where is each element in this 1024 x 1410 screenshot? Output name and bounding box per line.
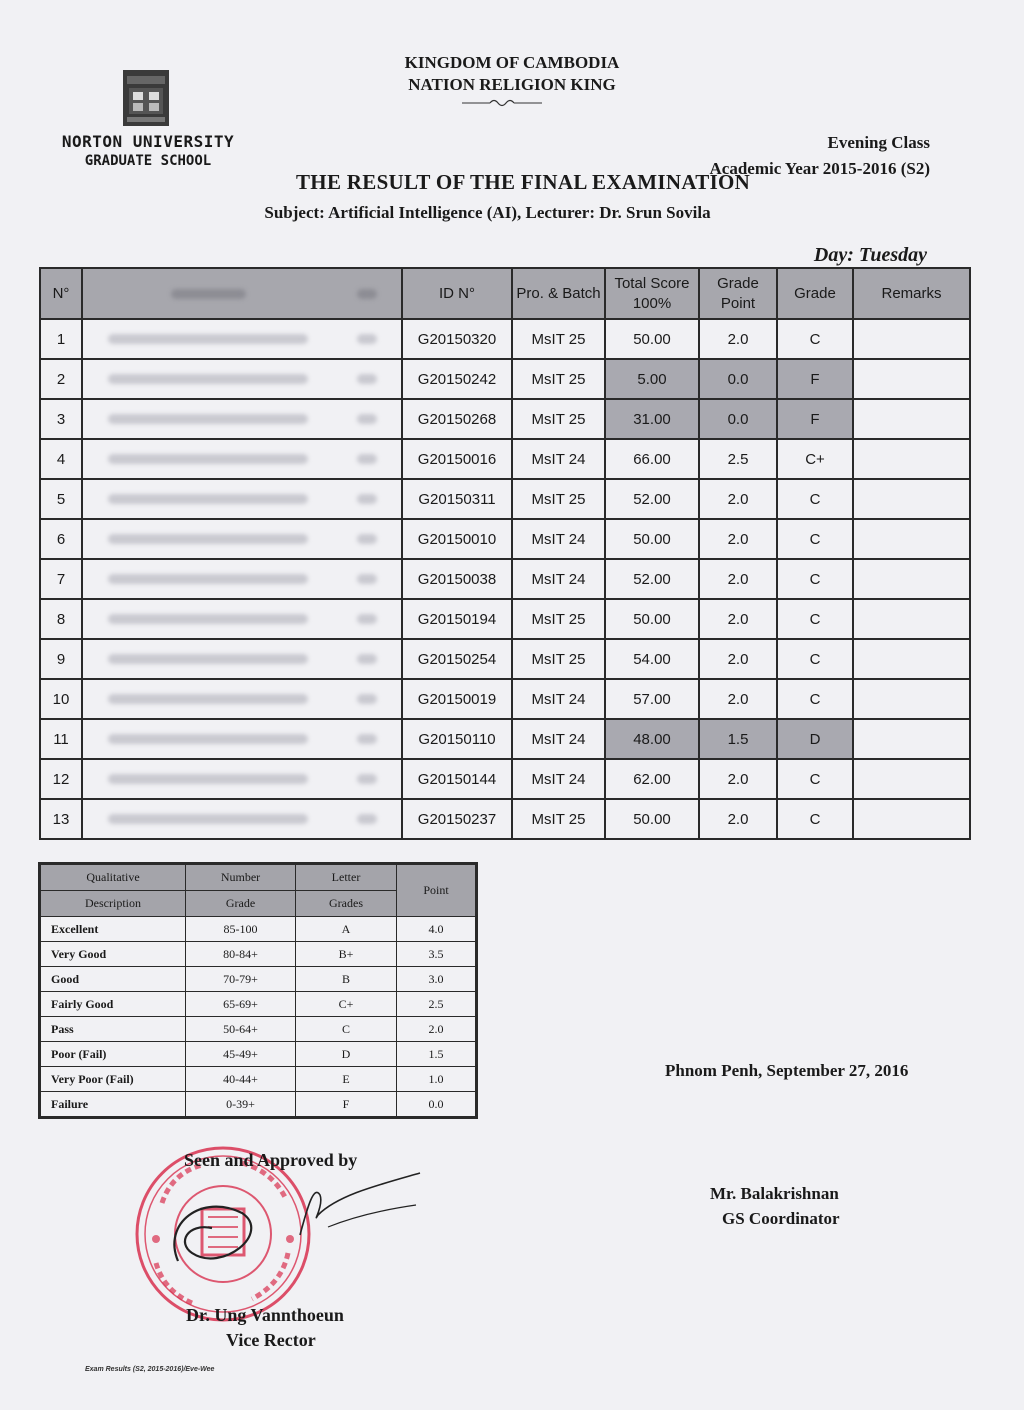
redacted-block (108, 574, 308, 584)
col-number: N° (40, 268, 82, 319)
cell-id: G20150311 (402, 479, 512, 519)
cell-remarks (853, 679, 970, 719)
cell-grade: C (777, 519, 853, 559)
cell-grade-point: 2.0 (699, 319, 777, 359)
redacted-block (108, 654, 308, 664)
cell-remarks (853, 719, 970, 759)
cell-score: 48.00 (605, 719, 699, 759)
redacted-block (357, 574, 377, 584)
cell-id: G20150194 (402, 599, 512, 639)
scale-desc: Excellent (40, 917, 186, 942)
cell-grade-point: 2.0 (699, 679, 777, 719)
cell-remarks (853, 519, 970, 559)
cell-batch: MsIT 24 (512, 679, 605, 719)
cell-grade: C (777, 759, 853, 799)
scale-point: 4.0 (397, 917, 477, 942)
university-logo-icon (121, 66, 171, 128)
redacted-block (108, 774, 308, 784)
scale-letter: C (296, 1017, 397, 1042)
redacted-block (171, 289, 246, 299)
results-table (39, 267, 971, 840)
document-reference: Exam Results (S2, 2015-2016)/Eve-Wee (85, 1366, 215, 1373)
cell-name-redacted (82, 679, 333, 719)
subject-line: Subject: Artificial Intelligence (AI), Lecturer: Dr. Srun Sovila (264, 203, 711, 222)
cell-remarks (853, 399, 970, 439)
cell-batch: MsIT 25 (512, 639, 605, 679)
cell-grade: F (777, 399, 853, 439)
cell-remarks (853, 559, 970, 599)
scale-col-qual-2: Description (40, 891, 186, 917)
scale-desc: Good (40, 967, 186, 992)
cell-number: 6 (40, 519, 82, 559)
cell-batch: MsIT 24 (512, 719, 605, 759)
redacted-block (108, 414, 308, 424)
place-date: Phnom Penh, September 27, 2016 (665, 1061, 909, 1080)
scale-range: 40-44+ (186, 1067, 296, 1092)
scale-col-qual-1: Qualitative (40, 864, 186, 891)
col-remarks: Remarks (853, 268, 970, 319)
cell-number: 4 (40, 439, 82, 479)
col-grade: Grade (777, 268, 853, 319)
cell-batch: MsIT 25 (512, 399, 605, 439)
cell-sex-redacted (333, 519, 402, 559)
cell-grade-point: 2.0 (699, 639, 777, 679)
scale-col-num-1: Number (186, 864, 296, 891)
cell-grade-point: 2.0 (699, 599, 777, 639)
cell-grade: C (777, 479, 853, 519)
cell-score: 50.00 (605, 599, 699, 639)
cell-grade-point: 2.5 (699, 439, 777, 479)
scale-point: 1.0 (397, 1067, 477, 1092)
cell-sex-redacted (333, 799, 402, 839)
class-type: Evening Class (827, 133, 930, 152)
result-row (40, 599, 970, 639)
redacted-block (108, 734, 308, 744)
scale-letter: F (296, 1092, 397, 1118)
cell-grade: C (777, 639, 853, 679)
cell-grade: F (777, 359, 853, 399)
result-row (40, 319, 970, 359)
cell-sex-redacted (333, 559, 402, 599)
cell-grade: C (777, 799, 853, 839)
redacted-block (108, 614, 308, 624)
redacted-block (108, 534, 308, 544)
cell-name-redacted (82, 399, 333, 439)
cell-remarks (853, 439, 970, 479)
cell-batch: MsIT 24 (512, 759, 605, 799)
cell-sex-redacted (333, 399, 402, 439)
cell-name-redacted (82, 359, 333, 399)
page-title: THE RESULT OF THE FINAL EXAMINATION (296, 170, 751, 194)
cell-batch: MsIT 25 (512, 479, 605, 519)
scale-col-letter-1: Letter (296, 864, 397, 891)
cell-grade-point: 2.0 (699, 759, 777, 799)
school-name: GRADUATE SCHOOL (84, 153, 212, 169)
redacted-block (108, 694, 308, 704)
cell-number: 7 (40, 559, 82, 599)
cell-batch: MsIT 24 (512, 439, 605, 479)
scale-desc: Failure (40, 1092, 186, 1118)
redacted-block (357, 814, 377, 824)
scale-row (40, 967, 477, 992)
col-total-score-line2: 100% (632, 294, 672, 312)
cell-remarks (853, 319, 970, 359)
cell-grade-point: 2.0 (699, 559, 777, 599)
scale-desc: Fairly Good (40, 992, 186, 1017)
scale-letter: C+ (296, 992, 397, 1017)
redacted-block (357, 374, 377, 384)
cell-number: 10 (40, 679, 82, 719)
cell-name-redacted (82, 799, 333, 839)
result-row (40, 479, 970, 519)
redacted-block (357, 774, 377, 784)
scale-point: 0.0 (397, 1092, 477, 1118)
redacted-block (357, 334, 377, 344)
grading-scale-table (38, 862, 478, 1119)
signature-icon (298, 1165, 428, 1245)
cell-id: G20150016 (402, 439, 512, 479)
scale-col-point: Point (397, 864, 477, 917)
cell-grade: C (777, 679, 853, 719)
cell-name-redacted (82, 639, 333, 679)
redacted-block (357, 454, 377, 464)
cell-id: G20150019 (402, 679, 512, 719)
cell-id: G20150237 (402, 799, 512, 839)
signer-vice-rector-title: Vice Rector (226, 1330, 316, 1350)
cell-batch: MsIT 24 (512, 559, 605, 599)
cell-number: 9 (40, 639, 82, 679)
cell-sex-redacted (333, 479, 402, 519)
cell-name-redacted (82, 559, 333, 599)
cell-score: 50.00 (605, 519, 699, 559)
scale-range: 0-39+ (186, 1092, 296, 1118)
cell-batch: MsIT 25 (512, 599, 605, 639)
scale-range: 70-79+ (186, 967, 296, 992)
cell-grade: C+ (777, 439, 853, 479)
scale-range: 65-69+ (186, 992, 296, 1017)
scale-point: 1.5 (397, 1042, 477, 1067)
cell-id: G20150268 (402, 399, 512, 439)
motto-line: NATION RELIGION KING (408, 75, 616, 94)
cell-name-redacted (82, 599, 333, 639)
cell-id: G20150144 (402, 759, 512, 799)
result-row (40, 399, 970, 439)
redacted-block (108, 454, 308, 464)
scale-row (40, 1067, 477, 1092)
cell-sex-redacted (333, 359, 402, 399)
cell-score: 50.00 (605, 799, 699, 839)
redacted-block (108, 334, 308, 344)
cell-score: 57.00 (605, 679, 699, 719)
academic-year: Academic Year 2015-2016 (S2) (709, 159, 930, 178)
redacted-block (108, 814, 308, 824)
cell-id: G20150010 (402, 519, 512, 559)
cell-sex-redacted (333, 679, 402, 719)
signer-coordinator-name: Mr. Balakrishnan (710, 1184, 839, 1203)
scale-row (40, 917, 477, 942)
scale-desc: Very Poor (Fail) (40, 1067, 186, 1092)
cell-number: 5 (40, 479, 82, 519)
scale-row (40, 1092, 477, 1118)
redacted-block (108, 494, 308, 504)
col-id: ID N° (402, 268, 512, 319)
scale-point: 3.0 (397, 967, 477, 992)
col-sex-redacted (333, 268, 402, 319)
cell-name-redacted (82, 479, 333, 519)
result-row (40, 639, 970, 679)
cell-remarks (853, 759, 970, 799)
scale-row (40, 1042, 477, 1067)
cell-number: 11 (40, 719, 82, 759)
scale-letter: B (296, 967, 397, 992)
cell-id: G20150038 (402, 559, 512, 599)
col-total-score-line1: Total Score (614, 274, 690, 292)
result-row (40, 559, 970, 599)
cell-grade: D (777, 719, 853, 759)
col-grade-point-line2: Point (720, 294, 756, 312)
scale-desc: Very Good (40, 942, 186, 967)
approval-caption: Seen and Approved by (184, 1150, 358, 1170)
cell-score: 54.00 (605, 639, 699, 679)
cell-batch: MsIT 25 (512, 799, 605, 839)
scale-point: 2.5 (397, 992, 477, 1017)
cell-grade-point: 1.5 (699, 719, 777, 759)
redacted-block (357, 614, 377, 624)
redacted-block (108, 374, 308, 384)
cell-number: 12 (40, 759, 82, 799)
result-row (40, 359, 970, 399)
cell-score: 62.00 (605, 759, 699, 799)
signer-vice-rector-name: Dr. Ung Vannthoeun (186, 1305, 344, 1325)
cell-name-redacted (82, 759, 333, 799)
cell-score: 52.00 (605, 479, 699, 519)
scale-desc: Pass (40, 1017, 186, 1042)
cell-name-redacted (82, 719, 333, 759)
cell-name-redacted (82, 439, 333, 479)
scale-body (40, 917, 477, 1118)
scale-row (40, 992, 477, 1017)
result-row (40, 439, 970, 479)
cell-sex-redacted (333, 599, 402, 639)
scale-range: 80-84+ (186, 942, 296, 967)
col-grade-point (699, 268, 777, 319)
cell-id: G20150242 (402, 359, 512, 399)
result-row (40, 759, 970, 799)
cell-id: G20150320 (402, 319, 512, 359)
redacted-block (357, 694, 377, 704)
signer-coordinator-title: GS Coordinator (722, 1209, 840, 1228)
scale-range: 45-49+ (186, 1042, 296, 1067)
col-name-redacted (82, 268, 333, 319)
cell-name-redacted (82, 319, 333, 359)
cell-grade: C (777, 599, 853, 639)
cell-grade: C (777, 559, 853, 599)
scale-letter: D (296, 1042, 397, 1067)
results-body (40, 319, 970, 839)
results-header-row (40, 268, 970, 319)
cell-score: 50.00 (605, 319, 699, 359)
exam-day: Day: Tuesday (813, 244, 927, 266)
cell-batch: MsIT 25 (512, 319, 605, 359)
scale-letter: A (296, 917, 397, 942)
kingdom-line: KINGDOM OF CAMBODIA (404, 53, 620, 72)
scale-row (40, 1017, 477, 1042)
cell-sex-redacted (333, 719, 402, 759)
redacted-block (357, 534, 377, 544)
scale-point: 2.0 (397, 1017, 477, 1042)
cell-sex-redacted (333, 319, 402, 359)
cell-remarks (853, 479, 970, 519)
cell-number: 8 (40, 599, 82, 639)
cell-grade-point: 0.0 (699, 399, 777, 439)
col-batch: Pro. & Batch (512, 268, 605, 319)
cell-sex-redacted (333, 639, 402, 679)
result-row (40, 799, 970, 839)
cell-score: 5.00 (605, 359, 699, 399)
col-total-score (605, 268, 699, 319)
cell-grade-point: 2.0 (699, 479, 777, 519)
cell-batch: MsIT 25 (512, 359, 605, 399)
cell-number: 13 (40, 799, 82, 839)
cell-sex-redacted (333, 759, 402, 799)
redacted-block (357, 494, 377, 504)
cell-score: 31.00 (605, 399, 699, 439)
cell-id: G20150110 (402, 719, 512, 759)
scale-range: 50-64+ (186, 1017, 296, 1042)
cell-score: 52.00 (605, 559, 699, 599)
cell-remarks (853, 359, 970, 399)
scale-desc: Poor (Fail) (40, 1042, 186, 1067)
redacted-block (357, 414, 377, 424)
cell-number: 3 (40, 399, 82, 439)
scale-point: 3.5 (397, 942, 477, 967)
cell-sex-redacted (333, 439, 402, 479)
cell-grade-point: 2.0 (699, 519, 777, 559)
result-row (40, 519, 970, 559)
cell-grade-point: 2.0 (699, 799, 777, 839)
cell-number: 2 (40, 359, 82, 399)
result-row (40, 719, 970, 759)
cell-score: 66.00 (605, 439, 699, 479)
university-name: NORTON UNIVERSITY (61, 132, 235, 151)
cell-number: 1 (40, 319, 82, 359)
redacted-block (357, 734, 377, 744)
cell-grade: C (777, 319, 853, 359)
cell-remarks (853, 799, 970, 839)
redacted-block (357, 654, 377, 664)
scale-letter: E (296, 1067, 397, 1092)
cell-grade-point: 0.0 (699, 359, 777, 399)
result-row (40, 679, 970, 719)
cell-remarks (853, 639, 970, 679)
cell-remarks (853, 599, 970, 639)
cell-id: G20150254 (402, 639, 512, 679)
ornament-divider-icon (462, 96, 542, 110)
scale-col-num-2: Grade (186, 891, 296, 917)
scale-letter: B+ (296, 942, 397, 967)
cell-batch: MsIT 24 (512, 519, 605, 559)
cell-name-redacted (82, 519, 333, 559)
redacted-block (357, 289, 377, 299)
col-grade-point-line1: Grade (717, 274, 759, 292)
scale-range: 85-100 (186, 917, 296, 942)
scale-row (40, 942, 477, 967)
scale-header-row (40, 864, 477, 891)
scale-col-letter-2: Grades (296, 891, 397, 917)
